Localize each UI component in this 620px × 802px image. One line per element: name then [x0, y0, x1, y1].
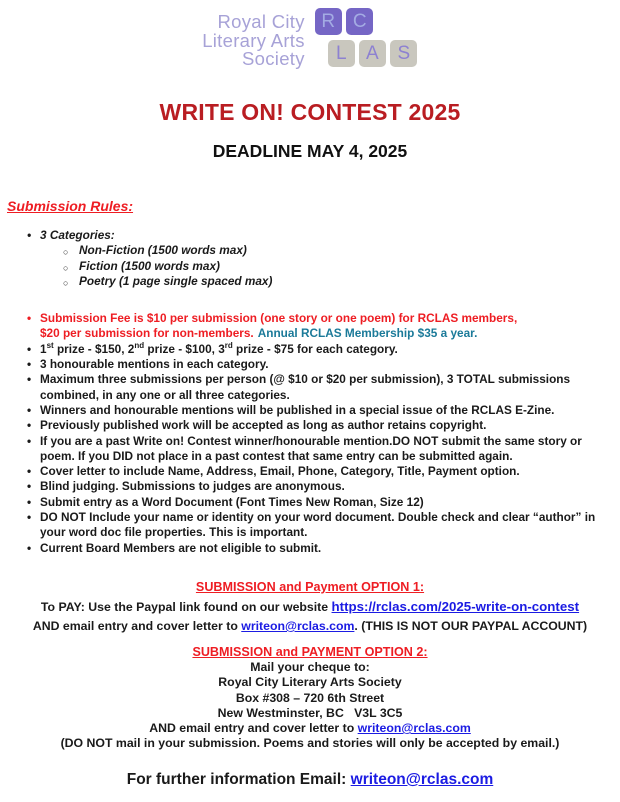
logo-tile-c: C: [346, 8, 373, 35]
option-1-email-link[interactable]: writeon@rclas.com: [241, 619, 355, 633]
categories-sublist: [62, 243, 610, 289]
logo-org-line-3: Society: [242, 48, 305, 69]
option-2-heading: SUBMISSION and PAYMENT OPTION 2:: [192, 645, 428, 659]
logo-tile-l: L: [328, 40, 355, 67]
option-1-email-line: [0, 617, 620, 636]
rule-previously-published: • Previously published work will be accepted as long as author retains copyright.: [25, 418, 610, 433]
footer-email-link[interactable]: writeon@rclas.com: [350, 771, 494, 788]
option-2-city-line: New Westminster, BC V3L 3C5: [217, 705, 403, 720]
prize-2-text: prize - $100,: [144, 341, 219, 356]
option-1-email-note: . (THIS IS NOT OUR PAYPAL ACCOUNT): [354, 619, 588, 633]
category-fiction: ○ Fiction (1500 words max): [62, 259, 610, 274]
footer-contact: [0, 771, 620, 789]
categories-label: 3 Categories:: [40, 228, 115, 242]
category-poetry: ○ Poetry (1 page single spaced max): [62, 274, 610, 289]
option-1-heading: SUBMISSION and Payment OPTION 1:: [195, 580, 425, 594]
rule-no-name: • DO NOT Include your name or identity on your word document. Double check and clear “author” in your word doc file properties. This is important.: [25, 510, 610, 541]
option-2-email-line: [0, 721, 620, 736]
rule-max-submissions: • Maximum three submissions per person (@ $10 or $20 per submission), 3 TOTAL submissions combined, in any one or all three categories.: [25, 372, 610, 403]
rule-word-document: • Submit entry as a Word Document (Font Times New Roman, Size 12): [25, 495, 610, 510]
rules-heading: Submission Rules:: [7, 198, 134, 214]
prize-3-text: prize - $75 for each category.: [232, 341, 398, 356]
rclas-logo: [0, 8, 620, 69]
logo-tile-r: R: [315, 8, 342, 35]
logo-org-line-1: Royal City: [217, 11, 305, 32]
rule-blind-judging: • Blind judging. Submissions to judges are anonymous.: [25, 479, 610, 494]
payment-option-1-section: [0, 578, 620, 636]
rule-cover-letter: • Cover letter to include Name, Address, Email, Phone, Category, Title, Payment option.: [25, 464, 610, 479]
logo-tile-s: S: [390, 40, 417, 67]
prize-1-num: 1: [40, 341, 47, 356]
prize-3-num: 3: [218, 341, 225, 356]
prize-2-num: 2: [127, 341, 135, 356]
option-2-org-line: Royal City Literary Arts Society: [218, 675, 402, 690]
rule-winners-published: • Winners and honourable mentions will be published in a special issue of the RCLAS E-Zine.: [25, 403, 610, 418]
paypal-contest-link[interactable]: https://rclas.com/2025-write-on-contest: [331, 599, 580, 614]
option-1-pay-line: [0, 597, 620, 617]
logo-org-name: [202, 8, 305, 69]
rule-submission-fee: [25, 311, 610, 342]
deadline-subtitle: DEADLINE MAY 4, 2025: [212, 141, 408, 161]
rule-past-winner: • If you are a past Write on! Contest winner/honourable mention.DO NOT submit the same story or poem. If you DID not place in a past contest that same entry can be submitted again.: [25, 434, 610, 465]
rule-categories: [25, 228, 610, 289]
footer-contact-text: For further information Email:: [126, 771, 351, 788]
prize-1-text: prize - $150,: [53, 341, 128, 356]
membership-note: Annual RCLAS Membership $35 a year.: [257, 326, 478, 341]
option-2-street-line: Box #308 – 720 6th Street: [235, 690, 385, 705]
option-2-email-link[interactable]: writeon@rclas.com: [357, 721, 471, 736]
logo-letter-tiles: [313, 8, 418, 68]
option-1-pay-text: To PAY: Use the Paypal link found on our website: [40, 600, 332, 614]
rule-prizes: [25, 342, 610, 357]
option-2-cheque-line: Mail your cheque to:: [250, 660, 370, 675]
prize-2-ord: nd: [134, 340, 145, 350]
category-nonfiction: ○ Non-Fiction (1500 words max): [62, 243, 610, 258]
rule-board-members: • Current Board Members are not eligible to submit.: [25, 541, 610, 556]
payment-option-2-section: [0, 645, 620, 751]
option-2-email-text: AND email entry and cover letter to: [149, 721, 358, 736]
rule-honourable-mentions: • 3 honourable mentions in each category.: [25, 357, 610, 372]
page-title: WRITE ON! CONTEST 2025: [159, 99, 461, 125]
prize-1-ord: st: [46, 340, 54, 350]
logo-org-line-2: Literary Arts: [202, 29, 305, 51]
fee-text-line2: $20 per submission for non-members.: [40, 326, 254, 341]
logo-tile-a: A: [359, 40, 386, 67]
fee-text-line1: Submission Fee is $10 per submission (one story or one poem) for RCLAS members,: [40, 311, 518, 326]
prize-3-ord: rd: [224, 340, 233, 350]
rules-list: [25, 228, 610, 556]
option-1-email-text: AND email entry and cover letter to: [32, 619, 242, 633]
option-2-note: (DO NOT mail in your submission. Poems and stories will only be accepted by email.): [60, 736, 560, 751]
